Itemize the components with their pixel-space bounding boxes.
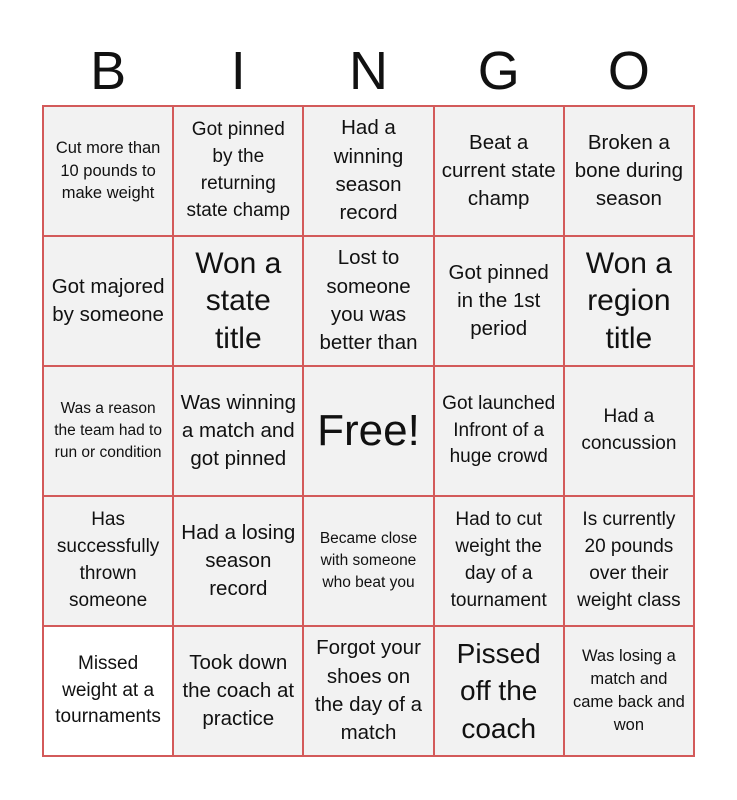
- bingo-cell-text: Broken a bone during season: [574, 130, 684, 211]
- bingo-cell-text: Got majored by someone: [51, 274, 165, 326]
- bingo-cell-r3c1[interactable]: [44, 367, 172, 495]
- bingo-cell-r2c3[interactable]: [304, 237, 432, 365]
- bingo-cell-r2c4[interactable]: [435, 237, 563, 365]
- bingo-cell-r3c4[interactable]: [435, 367, 563, 495]
- bingo-cell-text: Was winning a match and got pinned: [180, 390, 297, 471]
- bingo-cell-text: Missed weight at a tournaments: [55, 652, 161, 728]
- bingo-cell-text: Cut more than 10 pounds to make weight: [55, 138, 161, 203]
- bingo-cell-r1c5[interactable]: [565, 107, 693, 235]
- bingo-cell-r4c3[interactable]: [304, 497, 432, 625]
- bingo-cell-r5c2[interactable]: [174, 627, 302, 755]
- bingo-cell-r4c4[interactable]: [435, 497, 563, 625]
- header-letter-b: B: [90, 41, 127, 101]
- bingo-cell-r5c4[interactable]: [435, 627, 563, 755]
- bingo-cell-r4c5[interactable]: [565, 497, 693, 625]
- bingo-free-space[interactable]: [304, 367, 432, 495]
- header-letter-n: N: [348, 41, 388, 101]
- bingo-cell-text: Took down the coach at practice: [182, 650, 295, 731]
- bingo-cell-text: Was a reason the team had to run or condition: [54, 400, 162, 461]
- bingo-cell-text: Got launched Infront of a huge crowd: [442, 392, 556, 468]
- bingo-cell-text: Pissed off the coach: [456, 638, 541, 744]
- bingo-cell-text: Forgot your shoes on the day of a match: [314, 636, 423, 745]
- bingo-cell-r1c4[interactable]: [435, 107, 563, 235]
- bingo-header: [43, 38, 694, 104]
- bingo-cell-text: Has successfully thrown someone: [56, 509, 160, 611]
- bingo-cell-r4c1[interactable]: [44, 497, 172, 625]
- header-letter-g: G: [477, 41, 520, 101]
- bingo-cell-r1c2[interactable]: [174, 107, 302, 235]
- bingo-cell-text: Lost to someone you was better than: [319, 246, 418, 355]
- bingo-cell-r2c5[interactable]: [565, 237, 693, 365]
- bingo-cell-text: Became close with someone who beat you: [319, 530, 418, 591]
- bingo-cell-r5c1[interactable]: [44, 627, 172, 755]
- bingo-cell-r3c2[interactable]: [174, 367, 302, 495]
- bingo-board: [42, 105, 695, 757]
- bingo-cell-text: Had to cut weight the day of a tournament: [450, 509, 547, 611]
- bingo-cell-text: Got pinned in the 1st period: [448, 260, 549, 341]
- bingo-cell-text: Got pinned by the returning state champ: [186, 119, 291, 221]
- bingo-cell-r1c1[interactable]: [44, 107, 172, 235]
- header-letter-o: O: [607, 41, 650, 101]
- bingo-cell-r5c3[interactable]: [304, 627, 432, 755]
- bingo-cell-text: Free!: [317, 405, 420, 455]
- bingo-cell-r2c1[interactable]: [44, 237, 172, 365]
- bingo-cell-text: Was losing a match and came back and won: [572, 647, 685, 734]
- bingo-cell-r2c2[interactable]: [174, 237, 302, 365]
- bingo-cell-text: Won a region title: [585, 246, 672, 355]
- bingo-cell-text: Had a losing season record: [181, 520, 296, 601]
- bingo-cell-r3c5[interactable]: [565, 367, 693, 495]
- bingo-cell-r5c5[interactable]: [565, 627, 693, 755]
- header-letter-i: I: [230, 41, 246, 101]
- bingo-cell-text: Had a winning season record: [333, 116, 404, 225]
- bingo-cell-r1c3[interactable]: [304, 107, 432, 235]
- bingo-cell-text: Is currently 20 pounds over their weight class: [577, 509, 681, 611]
- bingo-cell-r4c2[interactable]: [174, 497, 302, 625]
- bingo-cell-text: Beat a current state champ: [441, 130, 556, 211]
- bingo-cell-text: Had a concussion: [581, 406, 677, 454]
- bingo-cell-text: Won a state title: [195, 246, 282, 355]
